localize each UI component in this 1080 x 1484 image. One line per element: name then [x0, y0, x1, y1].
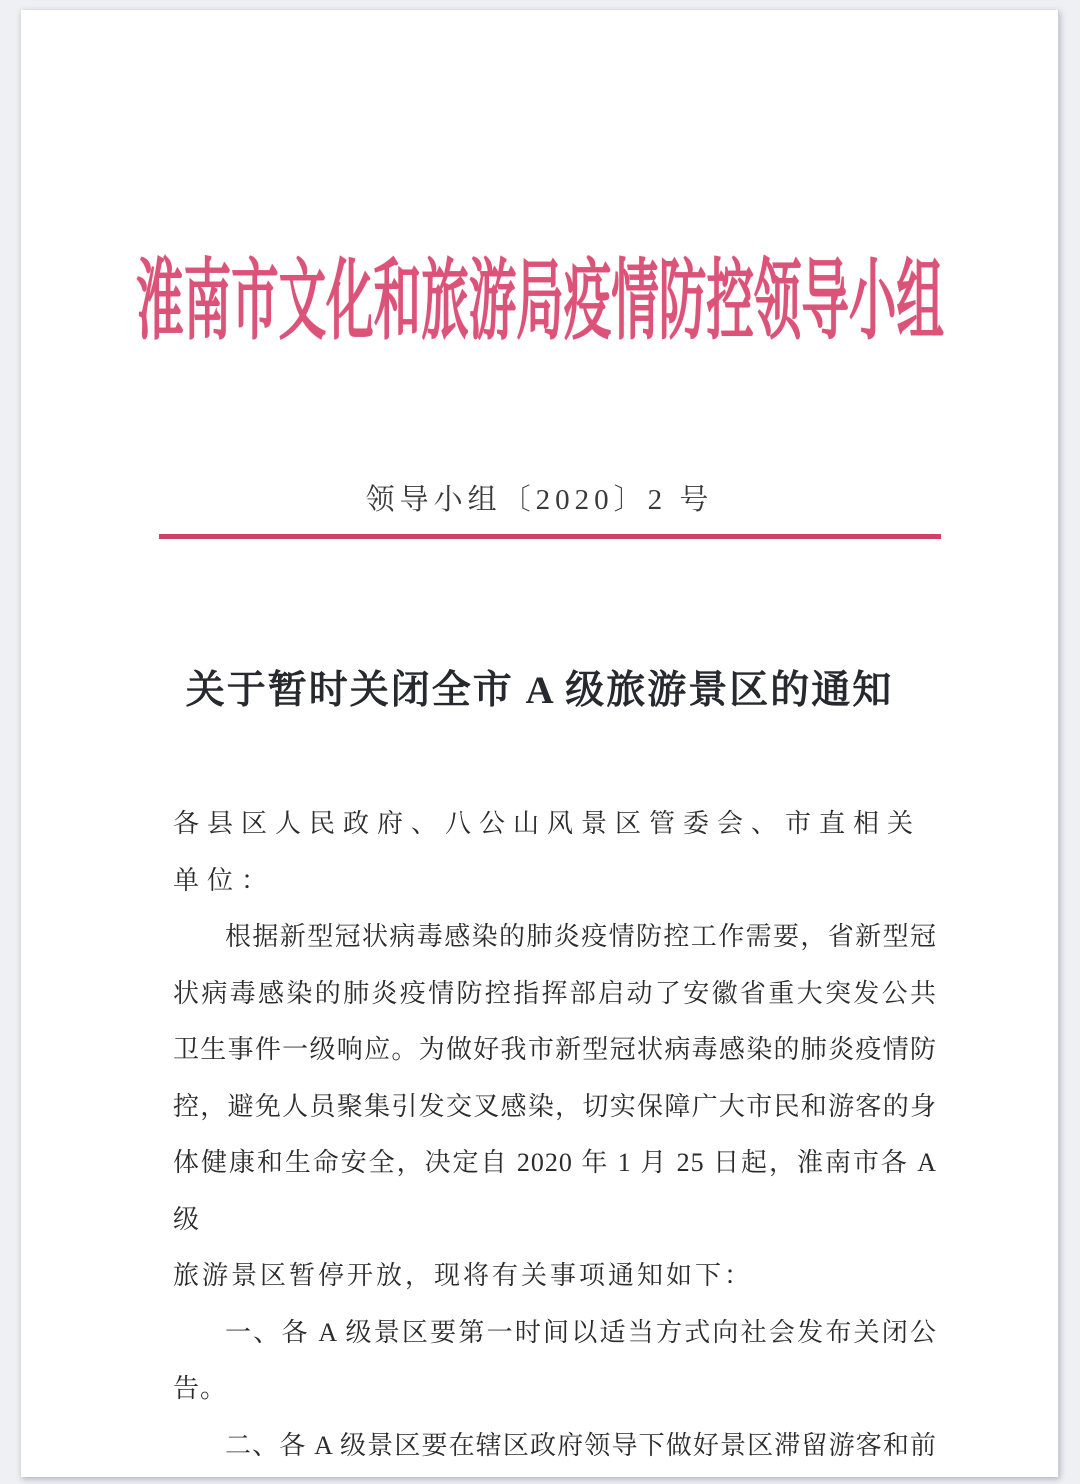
doc-number: 领导小组〔2020〕2 号 [365, 484, 714, 516]
letterhead-org-name: 淮南市文化和旅游局疫情防控领导小组 [135, 254, 944, 351]
body-line: 卫生事件一级响应。为做好我市新型冠状病毒感染的肺炎疫情防 [173, 1035, 937, 1064]
body-line: 旅游景区暂停开放，现将有关事项通知如下： [173, 1261, 754, 1290]
body-line: 控，避免人员聚集引发交叉感染，切实保障广大市民和游客的身 [173, 1091, 937, 1121]
body-line-item-two: 二、各 A 级景区要在辖区政府领导下做好景区滞留游客和前 [225, 1430, 937, 1460]
red-separator-line [159, 534, 941, 539]
document-page [21, 10, 1059, 1477]
body-line: 状病毒感染的肺炎疫情防控指挥部启动了安徽省重大突发公共 [173, 978, 937, 1008]
body-line: 体健康和生命安全，决定自 2020 年 1 月 25 日起，淮南市各 A 级 [173, 1148, 937, 1234]
body-line: 告。 [173, 1374, 228, 1403]
body-line: 根据新型冠状病毒感染的肺炎疫情防控工作需要，省新型冠 [225, 922, 937, 951]
document-title: 关于暂时关闭全市 A 级旅游景区的通知 [185, 669, 894, 712]
body-line-salutation: 各县区人民政府、八公山风景区管委会、市直相关单位： [173, 809, 922, 895]
document-body [173, 796, 937, 1474]
body-line-item-one: 一、各 A 级景区要第一时间以适当方式向社会发布关闭公 [225, 1317, 937, 1347]
red-letterhead [21, 253, 1058, 353]
